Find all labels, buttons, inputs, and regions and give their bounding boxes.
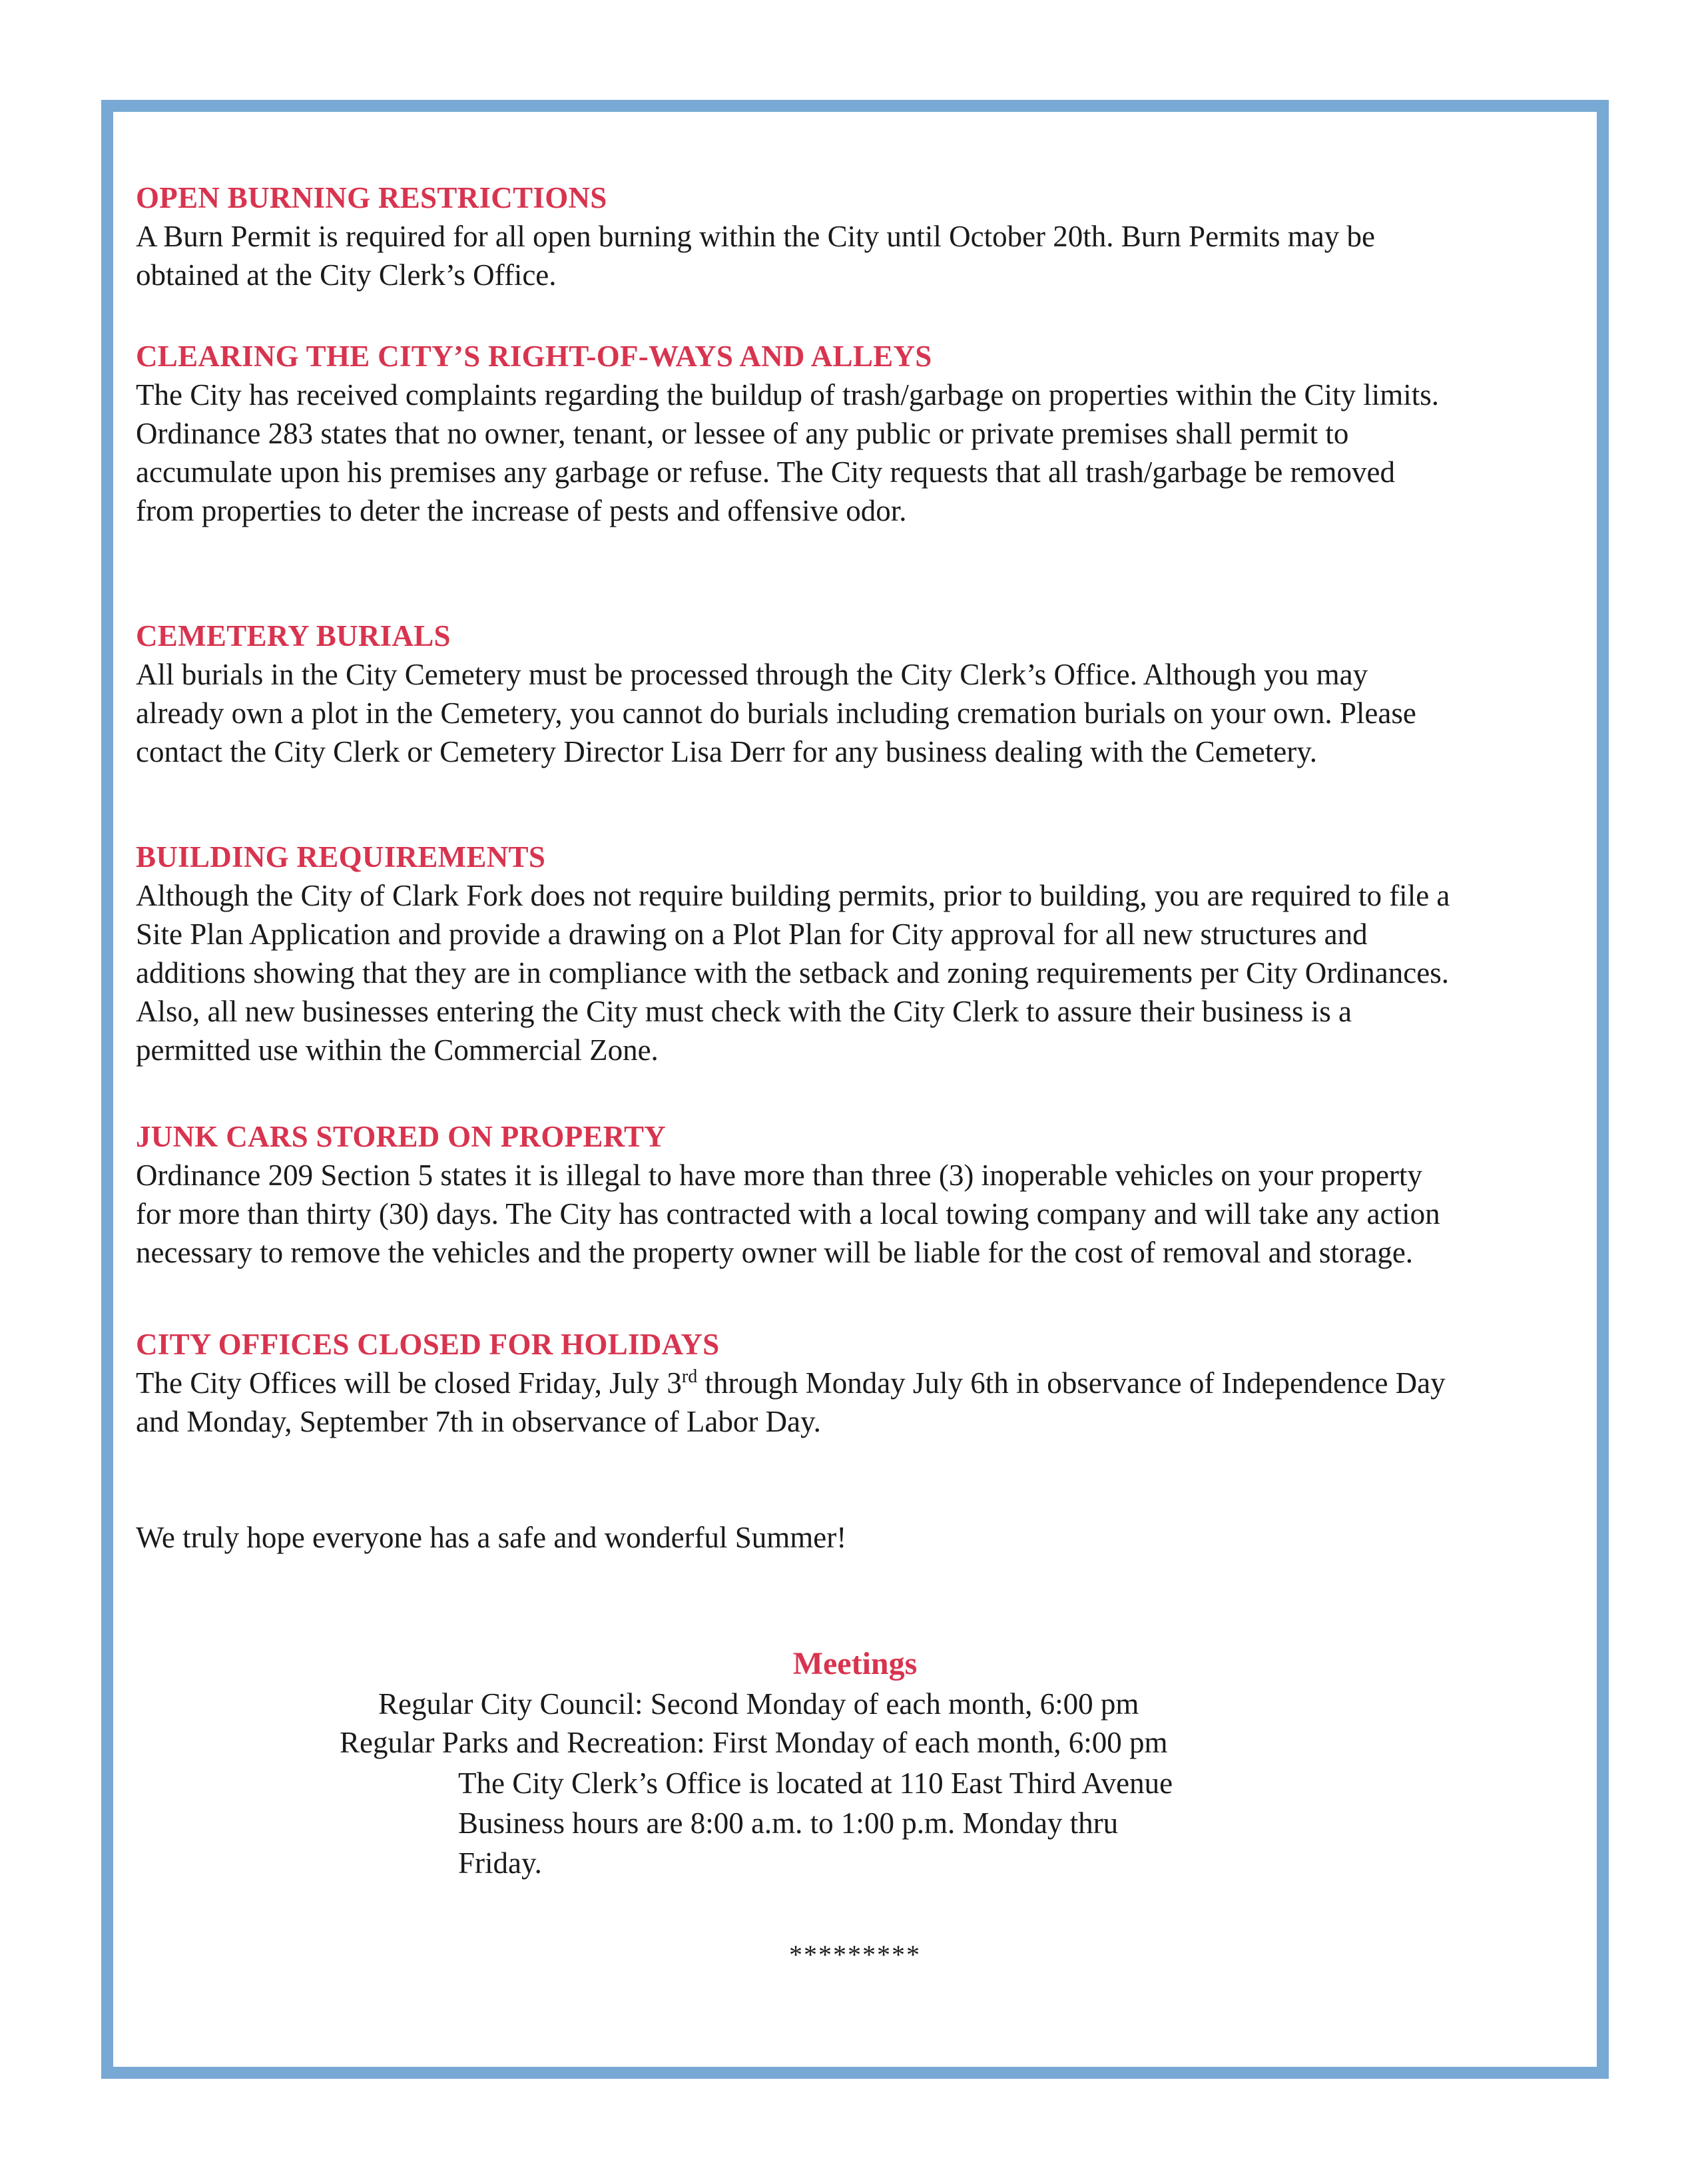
- body-line: [136, 1364, 1594, 1402]
- section-heading: OPEN BURNING RESTRICTIONS: [136, 181, 607, 214]
- meeting-parks-recreation: Regular Parks and Recreation: First Monday of each month, 6:00 pm: [340, 1726, 1168, 1759]
- body-line: obtained at the City Clerk’s Office.: [136, 258, 557, 292]
- body-text-fragment: through Monday July 6th in observance of Independence Day: [697, 1366, 1446, 1400]
- section-holiday-closures: [136, 1325, 1594, 1441]
- body-line: Ordinance 283 states that no owner, tenant, or lessee of any public or private premises shall permit to: [136, 417, 1349, 450]
- section-heading: BUILDING REQUIREMENTS: [136, 840, 546, 874]
- section-building-requirements: [136, 838, 1594, 1069]
- body-line: The City has received complaints regarding the buildup of trash/garbage on properties within the City limits.: [136, 378, 1440, 411]
- office-info: [458, 1763, 1257, 1883]
- body-line: Also, all new businesses entering the City must check with the City Clerk to assure their business is a: [136, 995, 1352, 1028]
- body-line: and Monday, September 7th in observance of Labor Day.: [136, 1405, 821, 1438]
- body-line: permitted use within the Commercial Zone.: [136, 1033, 659, 1067]
- body-line: from properties to deter the increase of pests and offensive odor.: [136, 494, 907, 527]
- meetings-title: Meetings: [792, 1646, 918, 1681]
- newsletter-page-border: [101, 100, 1609, 2079]
- ordinal-suffix: rd: [681, 1366, 698, 1387]
- closing-message: We truly hope everyone has a safe and wonderful Summer!: [136, 1521, 847, 1554]
- body-line: Ordinance 209 Section 5 states it is illegal to have more than three (3) inoperable vehicles on your property: [136, 1159, 1422, 1192]
- section-heading: CLEARING THE CITY’S RIGHT-OF-WAYS AND ALLEYS: [136, 340, 932, 373]
- section-right-of-ways: [136, 337, 1594, 530]
- body-line: Site Plan Application and provide a drawing on a Plot Plan for City approval for all new structures and: [136, 918, 1368, 951]
- body-line: A Burn Permit is required for all open burning within the City until October 20th. Burn Permits may be: [136, 220, 1375, 253]
- section-cemetery-burials: [136, 617, 1594, 771]
- body-line: accumulate upon his premises any garbage or refuse. The City requests that all trash/garbage be removed: [136, 455, 1396, 489]
- body-line: contact the City Clerk or Cemetery Director Lisa Derr for any business dealing with the Cemetery.: [136, 735, 1318, 768]
- body-line: necessary to remove the vehicles and the property owner will be liable for the cost of removal and storage.: [136, 1236, 1414, 1269]
- office-info-line: The City Clerk’s Office is located at 110 East Third Avenue: [458, 1767, 1173, 1800]
- body-line: for more than thirty (30) days. The City has contracted with a local towing company and will take any action: [136, 1197, 1440, 1230]
- section-junk-cars: [136, 1117, 1594, 1272]
- body-line: All burials in the City Cemetery must be processed through the City Clerk’s Office. Although you may: [136, 658, 1368, 691]
- office-info-line: Business hours are 8:00 a.m. to 1:00 p.m. Monday thru: [458, 1806, 1119, 1840]
- section-heading: JUNK CARS STORED ON PROPERTY: [136, 1120, 667, 1153]
- section-heading: CEMETERY BURIALS: [136, 619, 451, 653]
- separator-stars: *********: [789, 1940, 921, 1970]
- meeting-city-council: Regular City Council: Second Monday of each month, 6:00 pm: [378, 1687, 1139, 1721]
- body-text-fragment: The City Offices will be closed Friday, July 3: [136, 1366, 682, 1400]
- body-line: already own a plot in the Cemetery, you cannot do burials including cremation burials on your own. Please: [136, 696, 1416, 730]
- office-info-line: Friday.: [458, 1846, 542, 1880]
- section-heading: CITY OFFICES CLOSED FOR HOLIDAYS: [136, 1328, 720, 1361]
- body-line: additions showing that they are in compliance with the setback and zoning requirements per City Ordinances.: [136, 956, 1449, 989]
- section-open-burning: [136, 178, 1594, 294]
- body-line: Although the City of Clark Fork does not require building permits, prior to building, you are required to file a: [136, 879, 1450, 912]
